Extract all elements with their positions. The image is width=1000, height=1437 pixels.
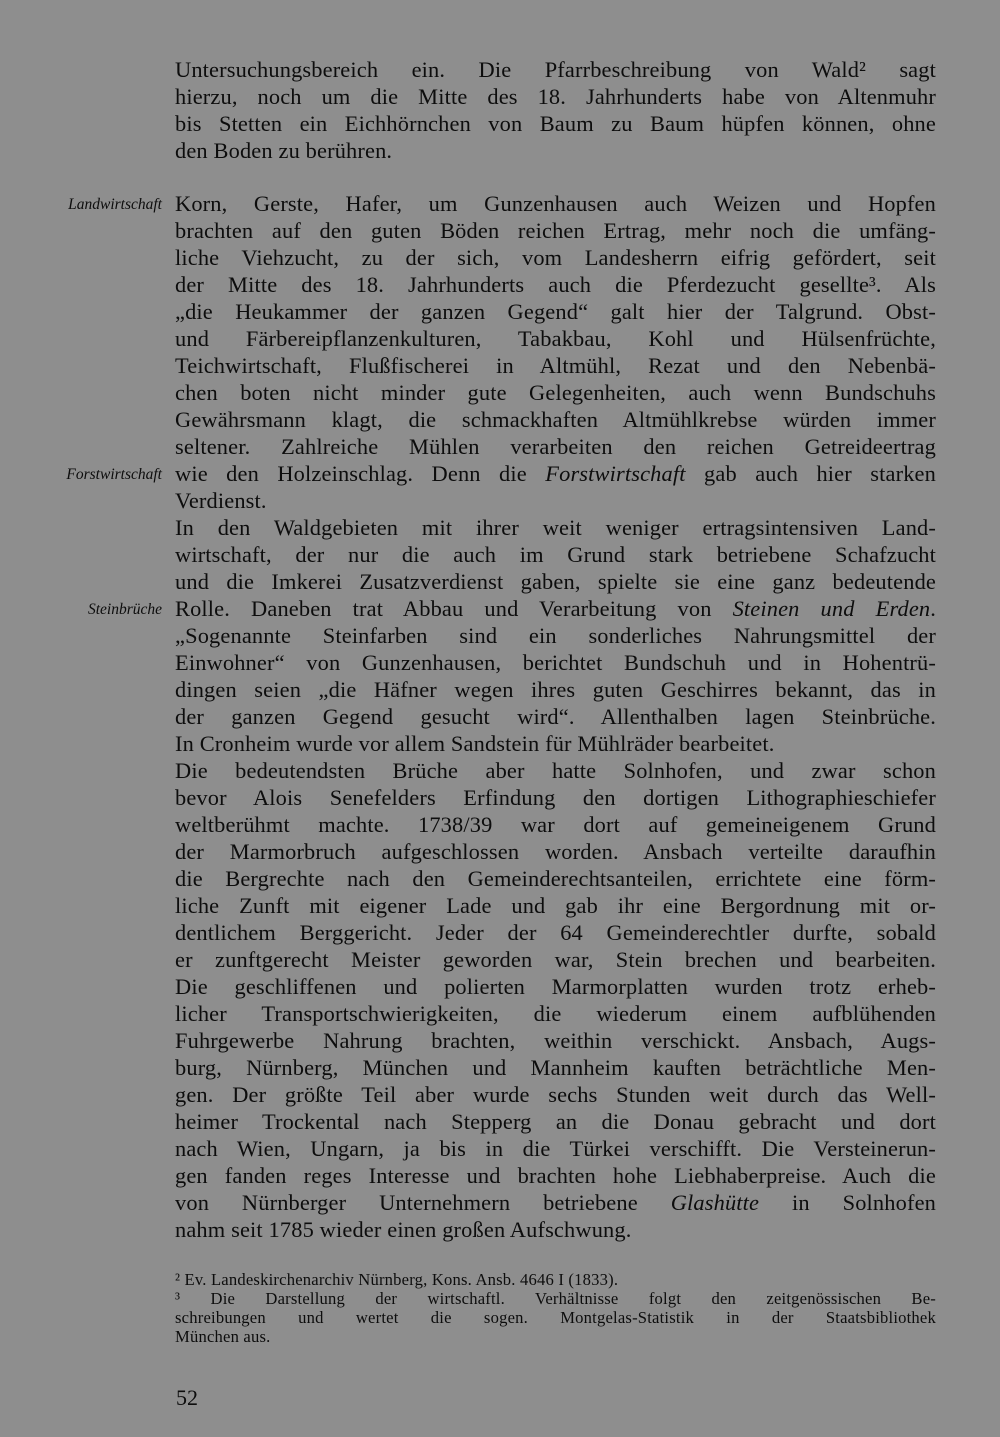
text-line: seltener. Zahlreiche Mühlen verarbeiten den reichen Getreideertrag [175, 434, 936, 459]
text-line: der Marmorbruch aufgeschlossen worden. Ansbach verteilte daraufhin [175, 839, 936, 864]
text-line: Verdienst. [175, 488, 267, 513]
text-line: burg, Nürnberg, München und Mannheim kauften beträchtliche Men- [175, 1055, 936, 1080]
text-line: bis Stetten ein Eichhörnchen von Baum zu Baum hüpfen können, ohne [175, 111, 936, 136]
footnote-2: ² Ev. Landeskirchenarchiv Nürnberg, Kons. Ansb. 4646 I (1833). [175, 1270, 619, 1289]
text-line: Gewährsmann klagt, die schmackhaften Altmühlkrebse würden immer [175, 407, 936, 432]
text-line: Rolle. Daneben trat Abbau und Verarbeitung von Steinen und Erden. [175, 596, 937, 621]
text-line: hierzu, noch um die Mitte des 18. Jahrhunderts habe von Altenmuhr [175, 84, 936, 109]
footnote-3: ³ Die Darstellung der wirtschaftl. Verhältnisse folgt den zeitgenössischen Be- [175, 1289, 936, 1308]
margin-note-forstwirtschaft: Forstwirtschaft [66, 466, 162, 483]
text-line: den Boden zu berühren. [175, 138, 393, 163]
footnote-3-continued: München aus. [175, 1327, 271, 1346]
emphasized-term: Forstwirtschaft [545, 461, 686, 486]
text-line: Teichwirtschaft, Flußfischerei in Altmühl, Rezat und den Nebenbä- [175, 353, 936, 378]
text-line: der Mitte des 18. Jahrhunderts auch die Pferdezucht gesellte³. Als [175, 272, 936, 297]
text-line: gen fanden reges Interesse und brachten hohe Liebhaberpreise. Auch die [175, 1163, 936, 1188]
text-line: heimer Trockental nach Stepperg an die Donau gebracht und dort [175, 1109, 936, 1134]
text-line: nach Wien, Ungarn, ja bis in die Türkei verschifft. Die Versteinerun- [175, 1136, 936, 1161]
text-line: In Cronheim wurde vor allem Sandstein für Mühlräder bearbeitet. [175, 731, 775, 756]
footnote-3-continued: schreibungen und wertet die sogen. Montgelas-Statistik in der Staatsbibliothek [175, 1308, 936, 1327]
text-line: Die bedeutendsten Brüche aber hatte Solnhofen, und zwar schon [175, 758, 936, 783]
text-line: brachten auf den guten Böden reichen Ertrag, mehr noch die umfäng- [175, 218, 936, 243]
text-line: nahm seit 1785 wieder einen großen Aufschwung. [175, 1217, 632, 1242]
text-line: wirtschaft, der nur die auch im Grund stark betriebene Schafzucht [175, 542, 936, 567]
text-line: weltberühmt machte. 1738/39 war dort auf gemeineigenem Grund [175, 812, 936, 837]
text-line: die Bergrechte nach den Gemeinderechtsanteilen, errichtete eine förm- [175, 866, 936, 891]
margin-note-steinbrueche: Steinbrüche [87, 601, 162, 618]
text-line: Einwohner“ von Gunzenhausen, berichtet Bundschuh und in Hohentrü- [175, 650, 936, 675]
emphasized-term: Steinen und Erden [732, 596, 931, 621]
text-line: gen. Der größte Teil aber wurde sechs Stunden weit durch das Well- [175, 1082, 936, 1107]
text-line: liche Viehzucht, zu der sich, vom Landesherrn eifrig gefördert, seit [175, 245, 936, 270]
text-line: und die Imkerei Zusatzverdienst gaben, spielte sie eine ganz bedeutende [175, 569, 936, 594]
text-line: Untersuchungsbereich ein. Die Pfarrbeschreibung von Wald² sagt [175, 57, 936, 82]
text-line: „die Heukammer der ganzen Gegend“ galt hier der Talgrund. Obst- [175, 299, 936, 324]
text-line: und Färbereipflanzenkulturen, Tabakbau, Kohl und Hülsenfrüchte, [175, 326, 936, 351]
text-line: liche Zunft mit eigener Lade und gab ihr eine Bergordnung mit or- [175, 893, 936, 918]
text-line: In den Waldgebieten mit ihrer weit weniger ertragsintensiven Land- [175, 515, 936, 540]
text-line: wie den Holzeinschlag. Denn die Forstwirtschaft gab auch hier starken [175, 461, 936, 486]
text-line: Fuhrgewerbe Nahrung brachten, weithin verschickt. Ansbach, Augs- [175, 1028, 936, 1053]
page-number: 52 [176, 1385, 198, 1410]
text-line: er zunftgerecht Meister geworden war, Stein brechen und bearbeiten. [175, 947, 936, 972]
text-line: Die geschliffenen und polierten Marmorplatten wurden trotz erheb- [175, 974, 936, 999]
margin-note-landwirtschaft: Landwirtschaft [68, 196, 162, 213]
text-line: von Nürnberger Unternehmern betriebene Glashütte in Solnhofen [175, 1190, 936, 1215]
emphasized-term: Glashütte [670, 1190, 760, 1215]
text-line: Korn, Gerste, Hafer, um Gunzenhausen auch Weizen und Hopfen [175, 191, 936, 216]
text-line: chen boten nicht minder gute Gelegenheiten, auch wenn Bundschuhs [175, 380, 936, 405]
text-line: bevor Alois Senefelders Erfindung den dortigen Lithographieschiefer [175, 785, 936, 810]
text-line: dentlichem Berggericht. Jeder der 64 Gemeinderechtler durfte, sobald [175, 920, 936, 945]
text-line: der ganzen Gegend gesucht wird“. Allenthalben lagen Steinbrüche. [175, 704, 936, 729]
text-line: licher Transportschwierigkeiten, die wiederum einem aufblühenden [175, 1001, 936, 1026]
text-line: „Sogenannte Steinfarben sind ein sonderliches Nahrungsmittel der [175, 623, 936, 648]
text-line: dingen seien „die Häfner wegen ihres guten Geschirres bekannt, das in [175, 677, 936, 702]
